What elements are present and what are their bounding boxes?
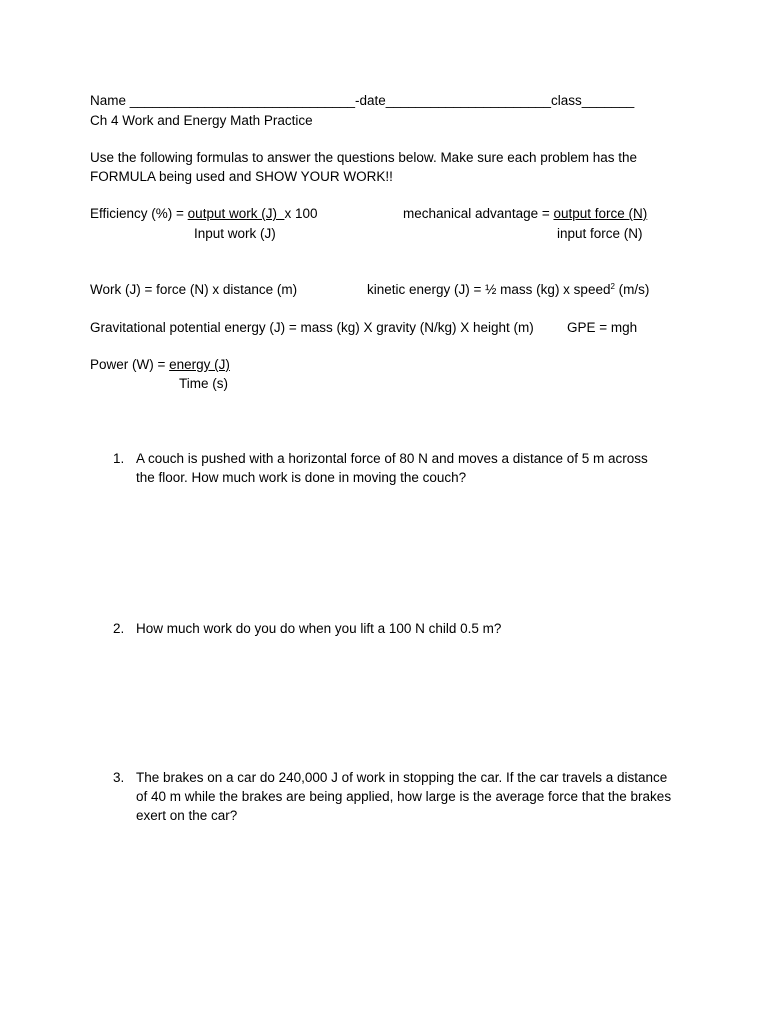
efficiency-prefix: Efficiency (%) = xyxy=(90,206,188,221)
efficiency-formula xyxy=(90,204,317,223)
gpe-formula: Gravitational potential energy (J) = mass (kg) X gravity (N/kg) X height (m) xyxy=(90,320,534,335)
mechanical-advantage-formula xyxy=(403,204,647,223)
ma-denominator: input force (N) xyxy=(557,226,643,241)
power-prefix: Power (W) = xyxy=(90,357,170,372)
kinetic-energy-formula xyxy=(367,280,649,299)
question-text: The brakes on a car do 240,000 J of work in stopping the car. If the car travels a distance of 40 m while the brakes are being applied, how large is the average force that the brakes exert on the car? xyxy=(136,770,672,823)
gpe-short-formula: GPE = mgh xyxy=(567,320,638,335)
efficiency-numerator: output work (J) xyxy=(187,206,285,221)
ma-numerator: output force (N) xyxy=(553,206,648,221)
ke-superscript: 2 xyxy=(610,282,615,291)
question-number: 3. xyxy=(113,770,125,785)
efficiency-denominator: Input work (J) xyxy=(194,226,276,241)
worksheet-title: Ch 4 Work and Energy Math Practice xyxy=(90,113,313,128)
power-formula xyxy=(90,355,230,374)
ke-prefix: kinetic energy (J) = ½ mass (kg) x speed xyxy=(367,282,611,297)
question-text: How much work do you do when you lift a 100 N child 0.5 m? xyxy=(136,621,502,636)
efficiency-suffix: x 100 xyxy=(284,206,318,221)
power-numerator: energy (J) xyxy=(169,357,230,372)
instructions-line-1: Use the following formulas to answer the questions below. Make sure each problem has the xyxy=(90,150,638,165)
ma-prefix: mechanical advantage = xyxy=(403,206,554,221)
question-number: 2. xyxy=(113,621,125,636)
name-date-class-line: Name ______________________________-date______________________class_______ xyxy=(90,93,635,108)
ke-suffix: (m/s) xyxy=(614,282,650,297)
power-denominator: Time (s) xyxy=(179,376,228,391)
question-text: A couch is pushed with a horizontal force of 80 N and moves a distance of 5 m across the floor. How much work is done in moving the couch? xyxy=(136,451,648,485)
instructions-line-2: FORMULA being used and SHOW YOUR WORK!! xyxy=(90,169,393,184)
question-number: 1. xyxy=(113,451,125,466)
work-formula: Work (J) = force (N) x distance (m) xyxy=(90,282,298,297)
